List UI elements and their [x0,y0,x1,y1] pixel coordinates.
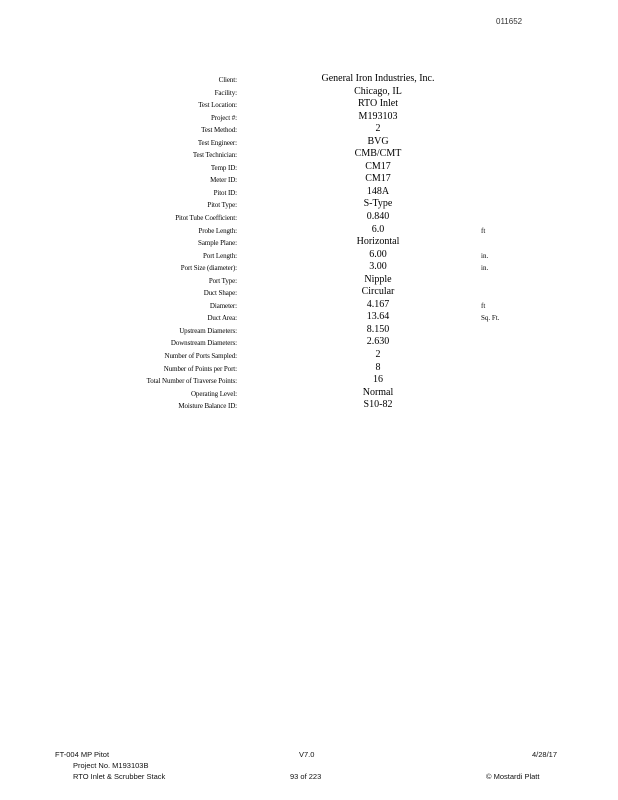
field-label: Project #: [210,113,237,122]
field-value: 2.630 [366,336,390,348]
field-label: Port Size (diameter): [180,264,237,273]
footer-project: Project No. M193103B [73,761,149,770]
field-label: Test Technician: [192,151,237,160]
field-value: 148A [366,185,390,197]
footer-page-number: 93 of 223 [290,772,322,781]
field-row [0,311,618,324]
field-value: Normal [362,386,394,398]
field-label: Temp ID: [210,163,237,172]
field-value: 3.00 [369,261,387,273]
field-value: CM17 [365,160,391,172]
field-value: CM17 [365,173,391,185]
field-label: Upstream Diameters: [179,326,237,335]
field-row [0,211,618,224]
data-sheet-fields [0,73,618,412]
field-row [0,186,618,199]
field-value: Chicago, IL [354,85,402,97]
field-label: Sample Plane: [198,239,237,248]
field-value: 2 [375,123,381,135]
field-value: 0.840 [366,211,390,223]
field-row [0,236,618,249]
field-value: Circular [361,286,395,298]
field-row [0,198,618,211]
field-row [0,148,618,161]
field-value: 8 [375,361,381,373]
field-unit: Sq. Ft. [481,314,500,323]
footer-date: 4/28/17 [532,750,558,759]
field-row [0,224,618,237]
field-value: Horizontal [356,236,400,248]
field-label: Diameter: [209,301,237,310]
footer-version: V7.0 [299,750,315,759]
field-label: Client: [218,76,237,84]
field-label: Port Type: [208,276,237,285]
field-label: Pitot ID: [213,188,237,197]
field-row [0,399,618,412]
field-row [0,73,618,86]
field-row [0,161,618,174]
field-row [0,86,618,99]
field-label: Test Method: [201,126,237,135]
document-number: 011652 [496,17,523,26]
field-label: Meter ID: [210,176,237,185]
field-label: Pitot Type: [207,201,237,210]
field-value: S-Type [363,198,393,210]
field-value: RTO Inlet [357,98,399,110]
field-unit: in. [481,264,489,273]
field-row [0,261,618,274]
field-value: 6.00 [369,248,387,260]
field-label: Port Length: [203,251,237,260]
field-value: General Iron Industries, Inc. [321,73,435,84]
field-row [0,324,618,337]
footer-location: RTO Inlet & Scrubber Stack [73,772,166,781]
field-value: Nipple [364,273,392,285]
field-row [0,249,618,262]
field-row [0,98,618,111]
field-label: Operating Level: [190,389,237,398]
field-row [0,173,618,186]
field-value: 8.150 [366,323,390,335]
field-label: Number of Ports Sampled: [164,352,237,361]
field-row [0,286,618,299]
field-value: 13.64 [366,311,390,323]
field-label: Test Location: [198,101,237,110]
footer-form-id: FT-004 MP Pitot [55,750,110,759]
field-row [0,123,618,136]
field-label: Number of Points per Port: [163,364,237,373]
field-value: 4.167 [366,298,390,310]
field-value: S10-82 [363,399,393,411]
field-row [0,274,618,287]
field-label: Facility: [214,88,237,97]
field-unit: ft [481,301,486,310]
field-label: Test Engineer: [197,138,237,147]
field-value: 16 [373,374,383,386]
field-value: BVG [367,135,389,147]
field-unit: ft [481,226,486,235]
field-label: Duct Area: [207,314,237,323]
field-row [0,362,618,375]
field-row [0,336,618,349]
field-label: Pitot Tube Coefficient: [175,214,237,223]
field-value: 2 [375,349,381,361]
field-label: Downstream Diameters: [170,339,237,348]
field-value: M193103 [358,110,398,122]
footer-company: © Mostardi Platt [486,772,540,781]
field-label: Duct Shape: [203,289,237,298]
field-row [0,136,618,149]
field-row [0,387,618,400]
page-footer [0,750,618,790]
field-label: Probe Length: [198,226,237,235]
field-label: Total Number of Traverse Points: [146,377,237,386]
field-row [0,299,618,312]
field-row [0,111,618,124]
field-value: CMB/CMT [354,148,402,160]
field-label: Moisture Balance ID: [178,402,237,411]
field-unit: in. [481,251,489,260]
field-row [0,374,618,387]
field-value: 6.0 [371,223,385,235]
field-row [0,349,618,362]
